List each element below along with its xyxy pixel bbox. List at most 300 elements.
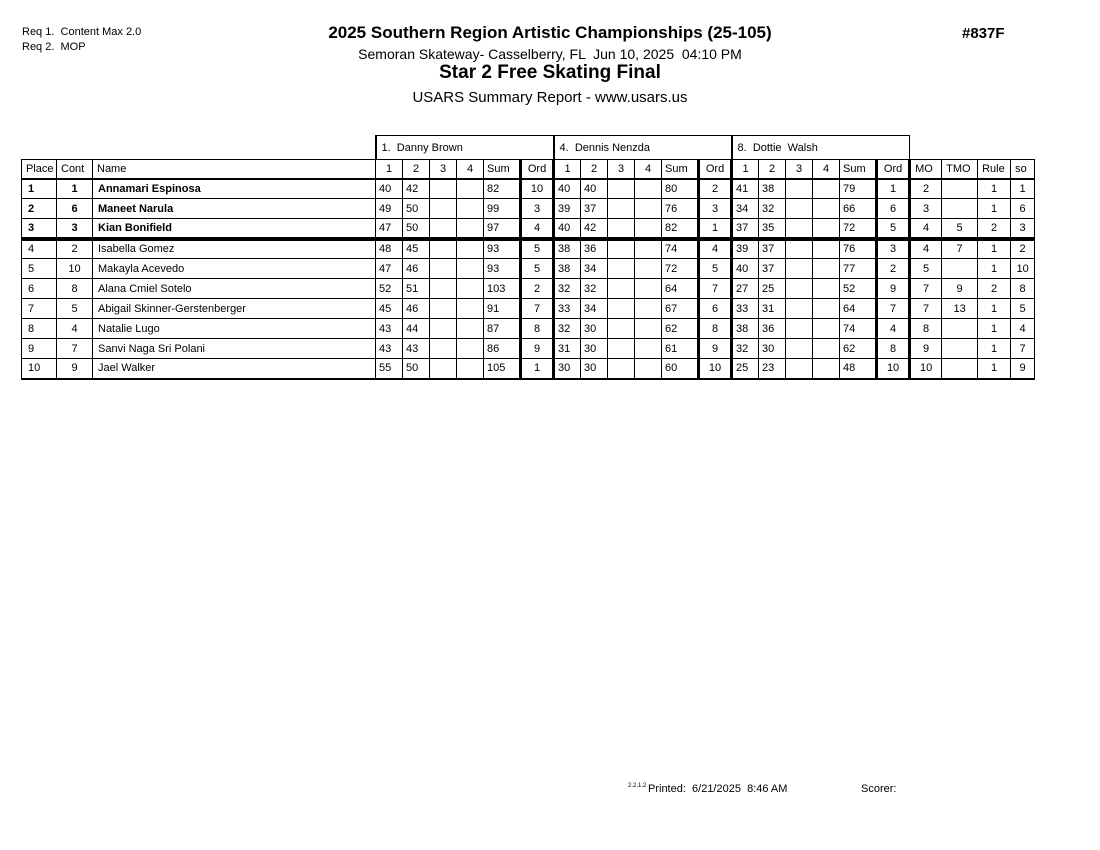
cell-judge2-score1: 38: [554, 239, 581, 259]
cell-judge3-score3: [786, 199, 813, 219]
cell-judge3-score1: 34: [732, 199, 759, 219]
cell-judge1-score4: [457, 179, 484, 199]
cell-judge3-score4: [813, 299, 840, 319]
col-header-j1-1: 1: [376, 160, 403, 179]
cell-so: 8: [1011, 279, 1035, 299]
cell-judge2-score2: 42: [581, 219, 608, 239]
cell-judge3-ord: 2: [877, 259, 910, 279]
cell-judge1-score3: [430, 259, 457, 279]
cell-judge3-sum: 48: [840, 359, 877, 379]
cell-judge2-score4: [635, 279, 662, 299]
cell-place: 7: [22, 299, 57, 319]
cell-cont: 1: [57, 179, 93, 199]
cell-rule: 1: [978, 179, 1011, 199]
cell-judge1-sum: 103: [484, 279, 521, 299]
cell-name: Kian Bonifield: [93, 219, 376, 239]
cell-judge2-sum: 67: [662, 299, 699, 319]
cell-judge3-score4: [813, 239, 840, 259]
cell-judge3-ord: 3: [877, 239, 910, 259]
cell-judge3-score4: [813, 339, 840, 359]
cell-judge2-score4: [635, 339, 662, 359]
cell-judge3-score3: [786, 279, 813, 299]
cell-tmo: 5: [942, 219, 978, 239]
table-row: [22, 239, 1035, 259]
cell-judge2-score3: [608, 259, 635, 279]
cell-judge1-score3: [430, 339, 457, 359]
col-header-j1-3: 3: [430, 160, 457, 179]
cell-judge1-score1: 52: [376, 279, 403, 299]
cell-judge2-ord: 4: [699, 239, 732, 259]
cell-judge3-score4: [813, 319, 840, 339]
cell-judge2-score4: [635, 299, 662, 319]
cell-judge3-sum: 64: [840, 299, 877, 319]
cell-judge3-sum: 76: [840, 239, 877, 259]
cell-judge2-score1: 40: [554, 179, 581, 199]
cell-judge1-score3: [430, 199, 457, 219]
cell-place: 2: [22, 199, 57, 219]
cell-so: 1: [1011, 179, 1035, 199]
cell-mo: 2: [910, 179, 942, 199]
cell-judge3-score4: [813, 279, 840, 299]
cell-judge1-sum: 91: [484, 299, 521, 319]
cell-judge2-ord: 5: [699, 259, 732, 279]
cell-judge1-ord: 1: [521, 359, 554, 379]
cell-judge2-ord: 1: [699, 219, 732, 239]
cell-mo: 10: [910, 359, 942, 379]
cell-judge2-ord: 2: [699, 179, 732, 199]
cell-place: 3: [22, 219, 57, 239]
cell-so: 5: [1011, 299, 1035, 319]
cell-judge2-score3: [608, 239, 635, 259]
cell-judge2-score4: [635, 259, 662, 279]
col-header-j3-ord: Ord: [877, 160, 910, 179]
cell-judge3-score3: [786, 259, 813, 279]
col-header-j2-4: 4: [635, 160, 662, 179]
cell-so: 3: [1011, 219, 1035, 239]
cell-judge1-score1: 43: [376, 319, 403, 339]
cell-judge2-score2: 40: [581, 179, 608, 199]
cell-judge3-score3: [786, 239, 813, 259]
cell-judge3-score1: 33: [732, 299, 759, 319]
cell-judge2-ord: 3: [699, 199, 732, 219]
col-header-j3-sum: Sum: [840, 160, 877, 179]
col-header-j1-2: 2: [403, 160, 430, 179]
cell-judge1-ord: 10: [521, 179, 554, 199]
cell-mo: 3: [910, 199, 942, 219]
cell-so: 7: [1011, 339, 1035, 359]
judge-3-name: 8. Dottie Walsh: [732, 136, 910, 160]
cell-tmo: 9: [942, 279, 978, 299]
results-body: [22, 179, 1035, 379]
cell-so: 9: [1011, 359, 1035, 379]
cell-name: Natalie Lugo: [93, 319, 376, 339]
cell-judge3-score4: [813, 199, 840, 219]
cell-judge1-ord: 4: [521, 219, 554, 239]
cell-judge2-score2: 34: [581, 259, 608, 279]
cell-judge3-score2: 35: [759, 219, 786, 239]
cell-judge1-score2: 50: [403, 219, 430, 239]
cell-cont: 7: [57, 339, 93, 359]
cell-so: 6: [1011, 199, 1035, 219]
cell-judge3-score3: [786, 299, 813, 319]
cell-judge3-score2: 23: [759, 359, 786, 379]
cell-judge3-score2: 37: [759, 259, 786, 279]
cell-judge2-score4: [635, 179, 662, 199]
col-header-j3-1: 1: [732, 160, 759, 179]
col-header-cont: Cont: [57, 160, 93, 179]
cell-judge1-score1: 43: [376, 339, 403, 359]
cell-judge3-score1: 32: [732, 339, 759, 359]
cell-judge3-score2: 25: [759, 279, 786, 299]
cell-place: 4: [22, 239, 57, 259]
cell-judge1-score2: 50: [403, 359, 430, 379]
cell-judge2-ord: 9: [699, 339, 732, 359]
cell-judge2-score2: 36: [581, 239, 608, 259]
cell-judge3-score1: 38: [732, 319, 759, 339]
cell-judge3-score1: 27: [732, 279, 759, 299]
page-title: 2025 Southern Region Artistic Championships (25-105): [328, 23, 772, 42]
cell-judge1-score4: [457, 319, 484, 339]
cell-tmo: 13: [942, 299, 978, 319]
cell-judge1-score2: 42: [403, 179, 430, 199]
req-line-1: Req 1. Content Max 2.0: [22, 26, 142, 38]
col-header-j1-ord: Ord: [521, 160, 554, 179]
cell-judge1-ord: 5: [521, 239, 554, 259]
cell-tmo: [942, 339, 978, 359]
cell-judge3-score4: [813, 219, 840, 239]
cell-judge3-sum: 62: [840, 339, 877, 359]
cell-judge1-score3: [430, 299, 457, 319]
cell-judge1-score3: [430, 319, 457, 339]
cell-judge2-score1: 40: [554, 219, 581, 239]
cell-judge2-score1: 38: [554, 259, 581, 279]
cell-judge1-ord: 7: [521, 299, 554, 319]
cell-judge1-score4: [457, 279, 484, 299]
cell-judge1-sum: 86: [484, 339, 521, 359]
cell-judge1-score2: 43: [403, 339, 430, 359]
cell-judge3-sum: 77: [840, 259, 877, 279]
cell-tmo: [942, 359, 978, 379]
col-header-j3-3: 3: [786, 160, 813, 179]
cell-name: Makayla Acevedo: [93, 259, 376, 279]
cell-judge3-sum: 66: [840, 199, 877, 219]
col-header-j3-2: 2: [759, 160, 786, 179]
cell-judge1-score2: 50: [403, 199, 430, 219]
cell-cont: 4: [57, 319, 93, 339]
cell-judge3-ord: 10: [877, 359, 910, 379]
cell-judge3-score4: [813, 259, 840, 279]
cell-judge2-score2: 30: [581, 359, 608, 379]
cell-judge2-sum: 62: [662, 319, 699, 339]
cell-judge1-score1: 47: [376, 219, 403, 239]
col-header-j1-4: 4: [457, 160, 484, 179]
table-row: [22, 299, 1035, 319]
software-version: 2.2.1.2: [628, 783, 647, 789]
cell-tmo: 7: [942, 239, 978, 259]
cell-mo: 9: [910, 339, 942, 359]
cell-judge1-score3: [430, 239, 457, 259]
cell-judge1-score1: 40: [376, 179, 403, 199]
judge-header-row: [22, 136, 1035, 160]
cell-place: 5: [22, 259, 57, 279]
cell-judge1-score4: [457, 339, 484, 359]
cell-judge3-score1: 40: [732, 259, 759, 279]
cell-so: 10: [1011, 259, 1035, 279]
col-header-rule: Rule: [978, 160, 1011, 179]
cell-judge1-ord: 9: [521, 339, 554, 359]
cell-name: Annamari Espinosa: [93, 179, 376, 199]
cell-judge1-score4: [457, 199, 484, 219]
cell-place: 6: [22, 279, 57, 299]
cell-judge2-score4: [635, 319, 662, 339]
cell-judge2-score3: [608, 339, 635, 359]
cell-judge2-score1: 32: [554, 319, 581, 339]
cell-judge2-score4: [635, 219, 662, 239]
cell-mo: 4: [910, 239, 942, 259]
cell-judge3-ord: 1: [877, 179, 910, 199]
judge-1-name: 1. Danny Brown: [376, 136, 554, 160]
cell-judge3-ord: 6: [877, 199, 910, 219]
report-title: USARS Summary Report - www.usars.us: [412, 89, 688, 106]
table-row: [22, 259, 1035, 279]
cell-judge2-ord: 7: [699, 279, 732, 299]
cell-judge2-ord: 6: [699, 299, 732, 319]
col-header-place: Place: [22, 160, 57, 179]
cell-judge1-sum: 93: [484, 259, 521, 279]
cell-judge1-sum: 105: [484, 359, 521, 379]
cell-judge1-score3: [430, 359, 457, 379]
col-header-j2-sum: Sum: [662, 160, 699, 179]
cell-place: 1: [22, 179, 57, 199]
cell-judge1-score2: 45: [403, 239, 430, 259]
cell-judge2-score3: [608, 359, 635, 379]
cell-judge1-score4: [457, 259, 484, 279]
table-row: [22, 359, 1035, 379]
event-number: #837F: [962, 25, 1005, 42]
results-table: [21, 135, 1035, 380]
cell-cont: 2: [57, 239, 93, 259]
cell-mo: 5: [910, 259, 942, 279]
cell-cont: 6: [57, 199, 93, 219]
cell-judge3-ord: 7: [877, 299, 910, 319]
cell-cont: 10: [57, 259, 93, 279]
cell-judge3-score3: [786, 179, 813, 199]
cell-judge2-ord: 8: [699, 319, 732, 339]
cell-judge3-score2: 32: [759, 199, 786, 219]
cell-judge2-sum: 76: [662, 199, 699, 219]
printed-timestamp: Printed: 6/21/2025 8:46 AM: [648, 783, 788, 795]
cell-judge1-score2: 44: [403, 319, 430, 339]
cell-rule: 1: [978, 339, 1011, 359]
col-header-j3-4: 4: [813, 160, 840, 179]
cell-judge3-score1: 25: [732, 359, 759, 379]
cell-judge2-score1: 39: [554, 199, 581, 219]
cell-judge2-score2: 34: [581, 299, 608, 319]
cell-place: 8: [22, 319, 57, 339]
cell-judge2-sum: 80: [662, 179, 699, 199]
cell-judge1-sum: 97: [484, 219, 521, 239]
cell-judge2-score2: 32: [581, 279, 608, 299]
cell-judge3-score1: 39: [732, 239, 759, 259]
cell-judge2-sum: 74: [662, 239, 699, 259]
cell-judge3-score4: [813, 359, 840, 379]
cell-judge1-score1: 55: [376, 359, 403, 379]
cell-judge3-ord: 4: [877, 319, 910, 339]
cell-judge3-sum: 52: [840, 279, 877, 299]
cell-rule: 1: [978, 359, 1011, 379]
cell-rule: 1: [978, 199, 1011, 219]
cell-tmo: [942, 179, 978, 199]
table-row: [22, 179, 1035, 199]
cell-name: Abigail Skinner-Gerstenberger: [93, 299, 376, 319]
cell-judge1-ord: 2: [521, 279, 554, 299]
venue-date-line: Semoran Skateway- Casselberry, FL Jun 10, 2025 04:10 PM: [358, 46, 742, 62]
cell-judge1-sum: 93: [484, 239, 521, 259]
cell-name: Sanvi Naga Sri Polani: [93, 339, 376, 359]
cell-judge1-sum: 99: [484, 199, 521, 219]
cell-judge1-score2: 46: [403, 259, 430, 279]
cell-judge1-score3: [430, 219, 457, 239]
cell-judge1-score3: [430, 279, 457, 299]
cell-judge3-ord: 8: [877, 339, 910, 359]
cell-judge2-sum: 60: [662, 359, 699, 379]
cell-name: Isabella Gomez: [93, 239, 376, 259]
cell-judge1-score4: [457, 219, 484, 239]
cell-judge2-score3: [608, 179, 635, 199]
cell-tmo: [942, 199, 978, 219]
cell-judge1-ord: 3: [521, 199, 554, 219]
judge-header-spacer-right: [910, 136, 1035, 160]
cell-judge1-sum: 87: [484, 319, 521, 339]
table-row: [22, 339, 1035, 359]
cell-judge2-score3: [608, 279, 635, 299]
judge-2-name: 4. Dennis Nenzda: [554, 136, 732, 160]
col-header-j2-1: 1: [554, 160, 581, 179]
col-header-j2-ord: Ord: [699, 160, 732, 179]
table-row: [22, 279, 1035, 299]
cell-judge1-ord: 5: [521, 259, 554, 279]
cell-judge3-score3: [786, 319, 813, 339]
col-header-name: Name: [93, 160, 376, 179]
cell-rule: 1: [978, 259, 1011, 279]
cell-judge2-score4: [635, 239, 662, 259]
cell-judge3-score1: 41: [732, 179, 759, 199]
cell-cont: 8: [57, 279, 93, 299]
cell-judge3-sum: 72: [840, 219, 877, 239]
cell-judge3-score4: [813, 179, 840, 199]
cell-judge1-score2: 46: [403, 299, 430, 319]
cell-judge2-score1: 30: [554, 359, 581, 379]
cell-mo: 8: [910, 319, 942, 339]
cell-rule: 1: [978, 319, 1011, 339]
cell-judge2-score2: 30: [581, 319, 608, 339]
cell-judge1-score4: [457, 359, 484, 379]
cell-judge2-score4: [635, 359, 662, 379]
cell-judge2-score3: [608, 319, 635, 339]
cell-mo: 7: [910, 279, 942, 299]
col-header-j2-2: 2: [581, 160, 608, 179]
cell-judge2-ord: 10: [699, 359, 732, 379]
cell-cont: 3: [57, 219, 93, 239]
cell-judge3-score2: 31: [759, 299, 786, 319]
cell-judge1-score1: 45: [376, 299, 403, 319]
cell-so: 2: [1011, 239, 1035, 259]
cell-judge2-score3: [608, 219, 635, 239]
cell-judge1-score2: 51: [403, 279, 430, 299]
cell-judge3-score1: 37: [732, 219, 759, 239]
cell-judge2-sum: 72: [662, 259, 699, 279]
cell-judge2-score3: [608, 199, 635, 219]
cell-judge1-score3: [430, 179, 457, 199]
cell-place: 10: [22, 359, 57, 379]
event-title: Star 2 Free Skating Final: [439, 62, 661, 83]
cell-name: Alana Cmiel Sotelo: [93, 279, 376, 299]
col-header-so: so: [1011, 160, 1035, 179]
cell-judge2-score3: [608, 299, 635, 319]
cell-judge3-sum: 79: [840, 179, 877, 199]
cell-name: Jael Walker: [93, 359, 376, 379]
cell-judge2-score1: 33: [554, 299, 581, 319]
cell-judge3-score3: [786, 359, 813, 379]
cell-judge2-score1: 31: [554, 339, 581, 359]
cell-judge1-score1: 49: [376, 199, 403, 219]
scorer-label: Scorer:: [861, 783, 897, 795]
cell-cont: 9: [57, 359, 93, 379]
cell-judge3-sum: 74: [840, 319, 877, 339]
judge-header-spacer-left: [22, 136, 376, 160]
table-row: [22, 319, 1035, 339]
column-header-row: [22, 160, 1035, 179]
cell-judge1-score4: [457, 299, 484, 319]
col-header-j1-sum: Sum: [484, 160, 521, 179]
cell-tmo: [942, 259, 978, 279]
cell-so: 4: [1011, 319, 1035, 339]
cell-rule: 1: [978, 299, 1011, 319]
cell-judge3-score2: 36: [759, 319, 786, 339]
cell-judge2-score2: 37: [581, 199, 608, 219]
cell-judge1-ord: 8: [521, 319, 554, 339]
cell-judge1-score4: [457, 239, 484, 259]
cell-judge1-score1: 47: [376, 259, 403, 279]
cell-mo: 4: [910, 219, 942, 239]
col-header-tmo: TMO: [942, 160, 978, 179]
cell-judge2-sum: 61: [662, 339, 699, 359]
cell-judge3-ord: 5: [877, 219, 910, 239]
table-row: [22, 219, 1035, 239]
cell-cont: 5: [57, 299, 93, 319]
cell-judge1-sum: 82: [484, 179, 521, 199]
cell-judge3-score3: [786, 339, 813, 359]
cell-judge2-sum: 82: [662, 219, 699, 239]
req-line-2: Req 2. MOP: [22, 41, 86, 53]
cell-judge2-score1: 32: [554, 279, 581, 299]
cell-judge3-score2: 37: [759, 239, 786, 259]
cell-judge3-score2: 30: [759, 339, 786, 359]
cell-judge3-score2: 38: [759, 179, 786, 199]
cell-judge2-score4: [635, 199, 662, 219]
cell-judge1-score1: 48: [376, 239, 403, 259]
col-header-j2-3: 3: [608, 160, 635, 179]
cell-tmo: [942, 319, 978, 339]
cell-place: 9: [22, 339, 57, 359]
cell-judge2-sum: 64: [662, 279, 699, 299]
cell-name: Maneet Narula: [93, 199, 376, 219]
cell-judge2-score2: 30: [581, 339, 608, 359]
cell-judge3-ord: 9: [877, 279, 910, 299]
table-row: [22, 199, 1035, 219]
col-header-mo: MO: [910, 160, 942, 179]
cell-rule: 2: [978, 219, 1011, 239]
